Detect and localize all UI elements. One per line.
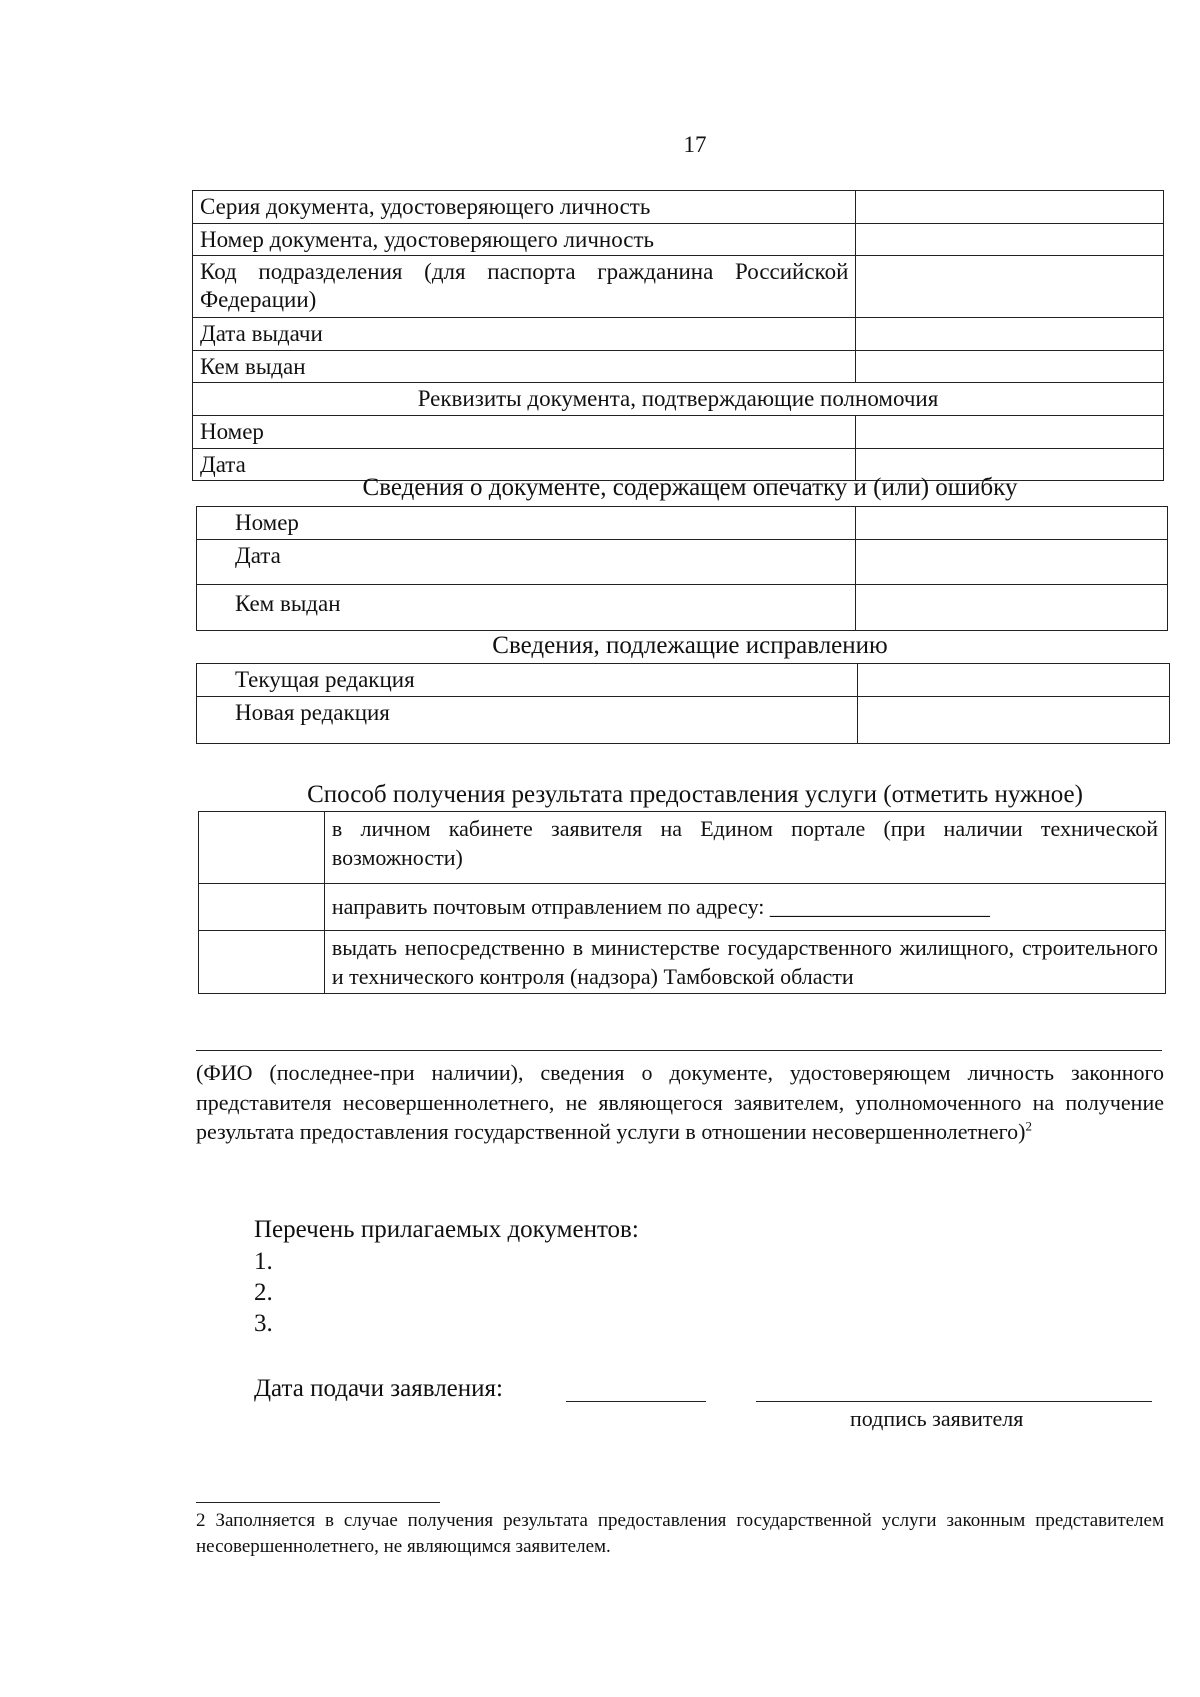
list-item: 1. <box>254 1248 273 1275</box>
page-number: 17 <box>683 132 707 157</box>
row-label: Текущая редакция <box>197 664 858 697</box>
row-value-cell[interactable] <box>856 350 1164 383</box>
date-field[interactable] <box>566 1401 706 1402</box>
row-label: Дата выдачи <box>193 318 856 351</box>
row-label: Кем выдан <box>193 350 856 383</box>
table-row <box>197 539 1168 584</box>
identity-document-table <box>192 190 1164 481</box>
row-value-cell[interactable] <box>856 539 1168 584</box>
row-label: Дата <box>197 539 856 584</box>
error-doc-title: Сведения о документе, содержащем опечатку и (или) ошибку <box>362 474 1018 501</box>
date-label: Дата подачи заявления: <box>254 1375 503 1402</box>
row-label: Кем выдан <box>197 584 856 630</box>
footnote <box>196 1508 1164 1559</box>
authority-header: Реквизиты документа, подтверждающие полномочия <box>193 383 1164 416</box>
footnote-text: Заполняется в случае получения результата предоставления государственной услуги законным представителем несовершеннолетнего, не являющимся заявителем. <box>196 1510 1164 1557</box>
row-value-cell[interactable] <box>856 584 1168 630</box>
row-label: Дата <box>193 448 856 481</box>
footnote-number: 2 <box>196 1510 206 1531</box>
row-value-cell[interactable] <box>856 507 1168 540</box>
row-value-cell[interactable] <box>856 223 1164 256</box>
delivery-title: Способ получения результата предоставления услуги (отметить нужное) <box>307 781 1083 808</box>
table-row <box>193 350 1164 383</box>
attachments-title: Перечень прилагаемых документов: <box>254 1216 639 1243</box>
table-row <box>193 191 1164 224</box>
row-value-cell[interactable] <box>858 664 1170 697</box>
table-row <box>193 415 1164 448</box>
row-value-cell[interactable] <box>856 191 1164 224</box>
table-row <box>197 507 1168 540</box>
table-row <box>199 884 1166 931</box>
representative-line[interactable] <box>196 1050 1162 1051</box>
table-row <box>197 696 1170 743</box>
delivery-table <box>198 811 1166 994</box>
row-value-cell[interactable] <box>856 415 1164 448</box>
row-label: Номер <box>193 415 856 448</box>
delivery-option: выдать непосредственно в министерстве государственного жилищного, строительного и технического контроля (надзора) Тамбовской области <box>324 931 1165 994</box>
row-value-cell[interactable] <box>858 696 1170 743</box>
table-row <box>193 383 1164 416</box>
table-row <box>193 256 1164 318</box>
footnote-ref: 2 <box>1025 1119 1032 1135</box>
list-item: 3. <box>254 1310 273 1337</box>
row-label: Новая редакция <box>197 696 858 743</box>
signature-label: подпись заявителя <box>850 1406 1024 1431</box>
signature-field[interactable] <box>756 1401 1152 1402</box>
table-row <box>199 931 1166 994</box>
delivery-checkbox-cell[interactable] <box>199 812 325 884</box>
table-row <box>197 584 1168 630</box>
row-label: Номер документа, удостоверяющего личность <box>193 223 856 256</box>
corrections-table <box>196 663 1170 744</box>
row-label: Номер <box>197 507 856 540</box>
representative-note <box>196 1058 1164 1147</box>
footnote-separator <box>196 1502 440 1503</box>
row-label: Серия документа, удостоверяющего личность <box>193 191 856 224</box>
row-label: Код подразделения (для паспорта гражданина Российской Федерации) <box>193 256 856 318</box>
row-value-cell[interactable] <box>856 318 1164 351</box>
delivery-option: в личном кабинете заявителя на Едином портале (при наличии технической возможности) <box>324 812 1165 884</box>
list-item: 2. <box>254 1279 273 1306</box>
table-row <box>197 664 1170 697</box>
corrections-title: Сведения, подлежащие исправлению <box>492 632 888 659</box>
row-value-cell[interactable] <box>856 256 1164 318</box>
error-doc-table <box>196 506 1168 631</box>
table-row <box>193 223 1164 256</box>
delivery-option: направить почтовым отправлением по адресу: ____________________ <box>324 884 1165 931</box>
delivery-checkbox-cell[interactable] <box>199 931 325 994</box>
table-row <box>193 318 1164 351</box>
table-row <box>199 812 1166 884</box>
delivery-checkbox-cell[interactable] <box>199 884 325 931</box>
representative-note-text: (ФИО (последнее-при наличии), сведения о документе, удостоверяющем личность законного представителя несовершеннолетнего, не являющегося заявителем, уполномоченного на получение результата предоставления государственной услуги в отношении несовершеннолетнего) <box>196 1060 1164 1145</box>
